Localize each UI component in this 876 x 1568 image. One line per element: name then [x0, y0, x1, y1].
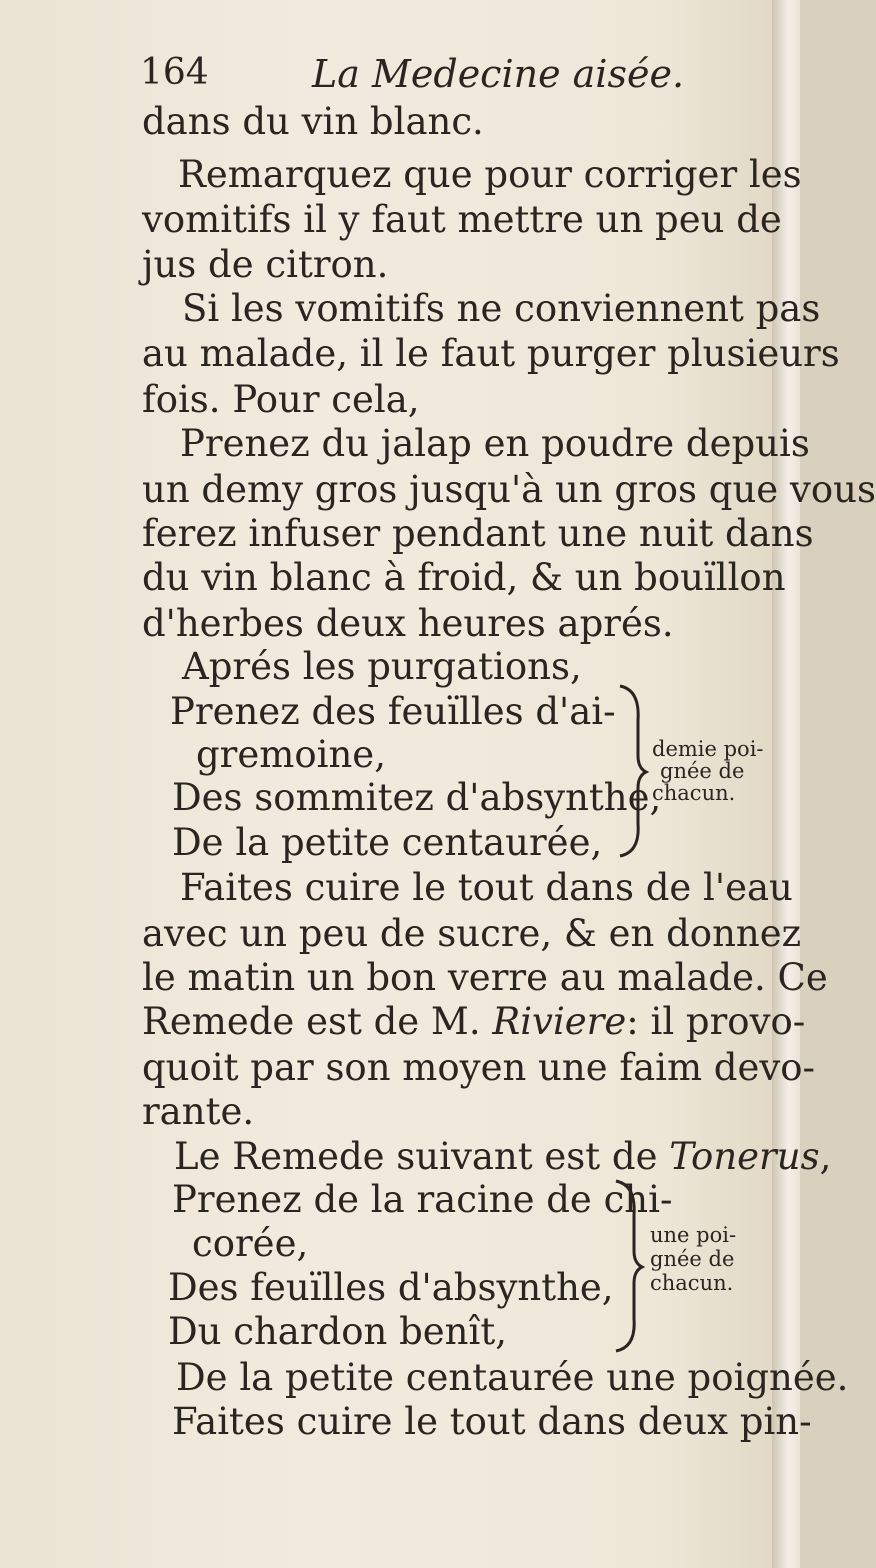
text-line: Prenez du jalap en poudre depuis — [180, 422, 810, 465]
recipe-line: Prenez de la racine de chi- — [172, 1178, 673, 1221]
quantity-note: gnée de — [650, 1247, 735, 1271]
text-segment: Remede est de M. — [142, 1000, 493, 1043]
text-line: Faites cuire le tout dans de l'eau — [180, 866, 793, 909]
text-line: d'herbes deux heures aprés. — [142, 602, 674, 645]
text-segment: , — [819, 1135, 832, 1178]
text-line: Si les vomitifs ne conviennent pas — [182, 287, 821, 330]
text-line: quoit par son moyen une faim devo- — [142, 1046, 816, 1089]
text-line: Faites cuire le tout dans deux pin- — [172, 1400, 812, 1443]
text-line: au malade, il le faut purger plusieurs — [142, 332, 840, 375]
quantity-note: demie poi- — [652, 737, 764, 761]
recipe-line: corée, — [192, 1222, 309, 1265]
text-line: Aprés les purgations, — [182, 645, 582, 688]
recipe-line: Du chardon benît, — [168, 1310, 507, 1353]
quantity-note: gnée de — [660, 759, 745, 783]
quantity-note: une poi- — [650, 1223, 737, 1247]
text-line: dans du vin blanc. — [142, 100, 484, 143]
recipe-line: Des feuïlles d'absynthe, — [168, 1266, 614, 1309]
text-line: avec un peu de sucre, & en donnez — [142, 912, 802, 955]
text-line: fois. Pour cela, — [142, 378, 420, 421]
recipe-line: gremoine, — [196, 733, 386, 776]
text-segment: Le Remede suivant est de — [174, 1135, 670, 1178]
text-line: le matin un bon verre au malade. Ce — [142, 956, 828, 999]
text-line — [142, 1000, 805, 1044]
author-name: Tonerus — [669, 1135, 820, 1178]
recipe-line: Des sommitez d'absynthe, — [172, 776, 662, 819]
text-line: rante. — [142, 1090, 255, 1133]
brace-right — [608, 1175, 644, 1355]
quantity-note: chacun. — [650, 1271, 734, 1295]
text-line: un demy gros jusqu'à un gros que vous — [142, 468, 876, 511]
running-title: La Medecine aisée. — [312, 52, 685, 96]
text-line: vomitifs il y faut mettre un peu de — [142, 198, 782, 241]
text-line: De la petite centaurée une poignée. — [176, 1356, 849, 1399]
text-line: jus de citron. — [142, 243, 389, 286]
quantity-note: chacun. — [652, 781, 736, 805]
text-line: du vin blanc à froid, & un bouïllon — [142, 556, 786, 599]
text-line: ferez infuser pendant une nuit dans — [142, 512, 814, 555]
author-name: Riviere — [492, 1000, 627, 1043]
brace-right — [612, 680, 648, 860]
text-line: Remarquez que pour corriger les — [178, 153, 802, 196]
text-segment: : il provo- — [626, 1000, 806, 1043]
recipe-line: De la petite centaurée, — [172, 821, 603, 864]
page-number: 164 — [140, 52, 209, 93]
recipe-line: Prenez des feuïlles d'ai- — [170, 690, 616, 733]
text-line — [174, 1135, 831, 1179]
